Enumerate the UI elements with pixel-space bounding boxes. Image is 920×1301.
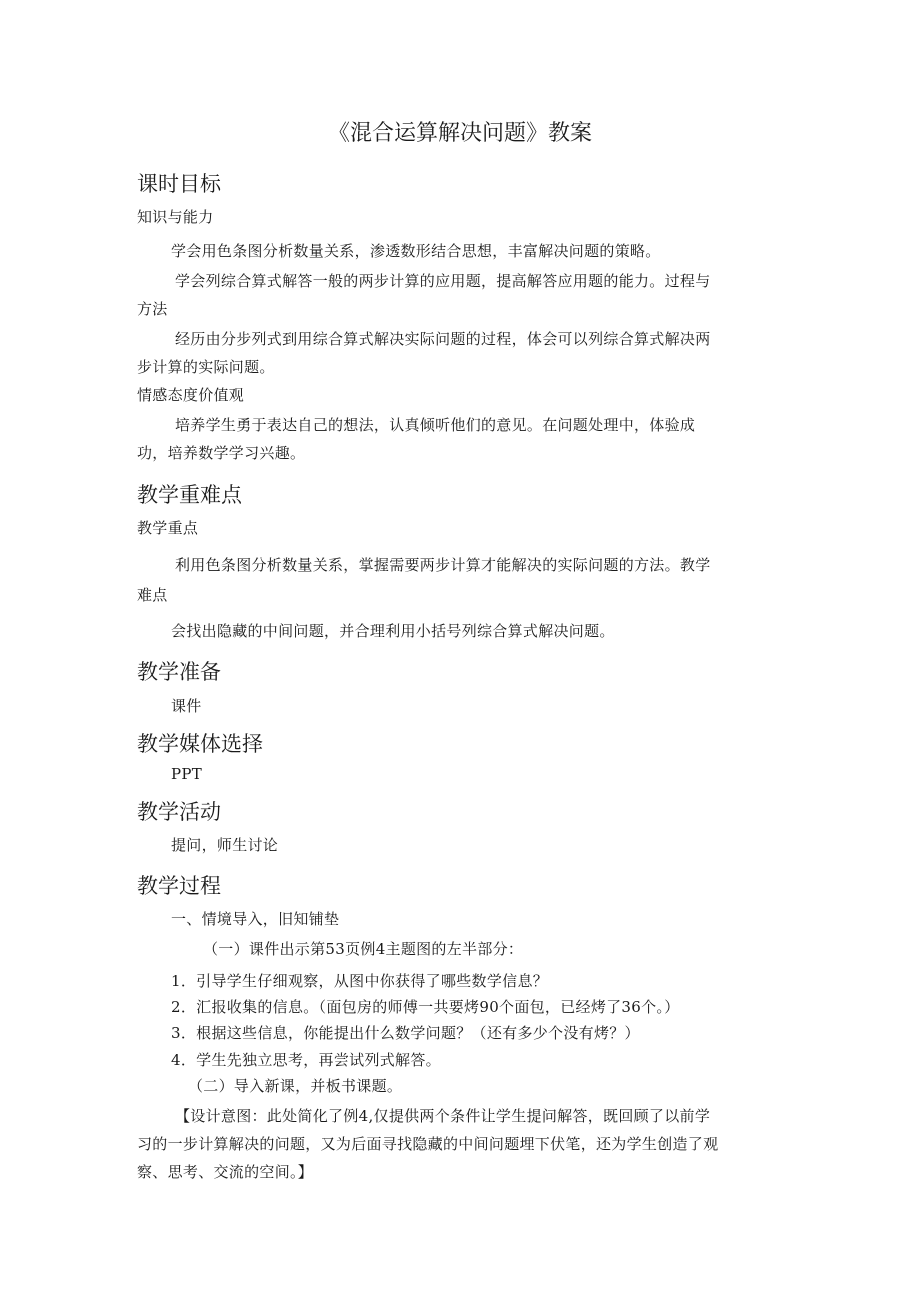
paragraph: 步计算的实际问题。 <box>137 358 275 376</box>
paragraph: 方法 <box>137 300 168 318</box>
paragraph: 学会列综合算式解答一般的两步计算的应用题，提高解答应用题的能力。过程与 <box>175 272 711 290</box>
heading-process: 教学过程 <box>137 874 221 898</box>
list-item: 3．根据这些信息，你能提出什么数学问题？（还有多少个没有烤？） <box>171 1024 640 1042</box>
list-item: 1．引导学生仔细观察，从图中你获得了哪些数学信息？ <box>171 972 549 990</box>
step-heading: 一、情境导入，旧知铺垫 <box>171 910 340 928</box>
heading-preparation: 教学准备 <box>137 660 221 684</box>
design-note: 习的一步计算解决的问题，又为后面寻找隐藏的中间问题埋下伏笔，还为学生创造了观 <box>137 1135 719 1153</box>
paragraph: 会找出隐藏的中间问题，并合理利用小括号列综合算式解决问题。 <box>171 622 615 640</box>
design-note: 察、思考、交流的空间。】 <box>137 1163 314 1181</box>
paragraph: 经历由分步列式到用综合算式解决实际问题的过程，体会可以列综合算式解决两 <box>175 330 711 348</box>
list-item: 4．学生先独立思考，再尝试列式解答。 <box>171 1051 441 1069</box>
document-title: 《混合运算解决问题》教案 <box>327 121 592 146</box>
paragraph: 培养学生勇于表达自己的想法，认真倾听他们的意见。在问题处理中，体验成 <box>175 416 696 434</box>
paragraph: 提问，师生讨论 <box>171 836 279 854</box>
paragraph: 难点 <box>137 586 168 604</box>
subheading-attitude: 情感态度价值观 <box>137 386 245 404</box>
design-note: 【设计意图：此处简化了例4,仅提供两个条件让学生提问解答，既回顾了以前学 <box>175 1107 711 1125</box>
heading-media: 教学媒体选择 <box>137 732 263 756</box>
sub-step: （二）导入新课，并板书课题。 <box>188 1077 403 1095</box>
heading-objectives: 课时目标 <box>137 172 221 196</box>
paragraph: 利用色条图分析数量关系，掌握需要两步计算才能解决的实际问题的方法。教学 <box>175 556 711 574</box>
heading-keypoints: 教学重难点 <box>137 483 242 507</box>
paragraph: PPT <box>171 765 203 783</box>
subheading-knowledge: 知识与能力 <box>137 208 214 226</box>
list-item: 2．汇报收集的信息。（面包房的师傅一共要烤90个面包，已经烤了36个。） <box>171 998 680 1016</box>
sub-step: （一）课件出示第53页例4主题图的左半部分： <box>203 940 524 958</box>
paragraph: 功，培养数学学习兴趣。 <box>137 444 306 462</box>
paragraph: 课件 <box>171 697 202 715</box>
subheading-key: 教学重点 <box>137 519 199 537</box>
heading-activity: 教学活动 <box>137 800 221 824</box>
paragraph: 学会用色条图分析数量关系，渗透数形结合思想，丰富解决问题的策略。 <box>171 242 661 260</box>
